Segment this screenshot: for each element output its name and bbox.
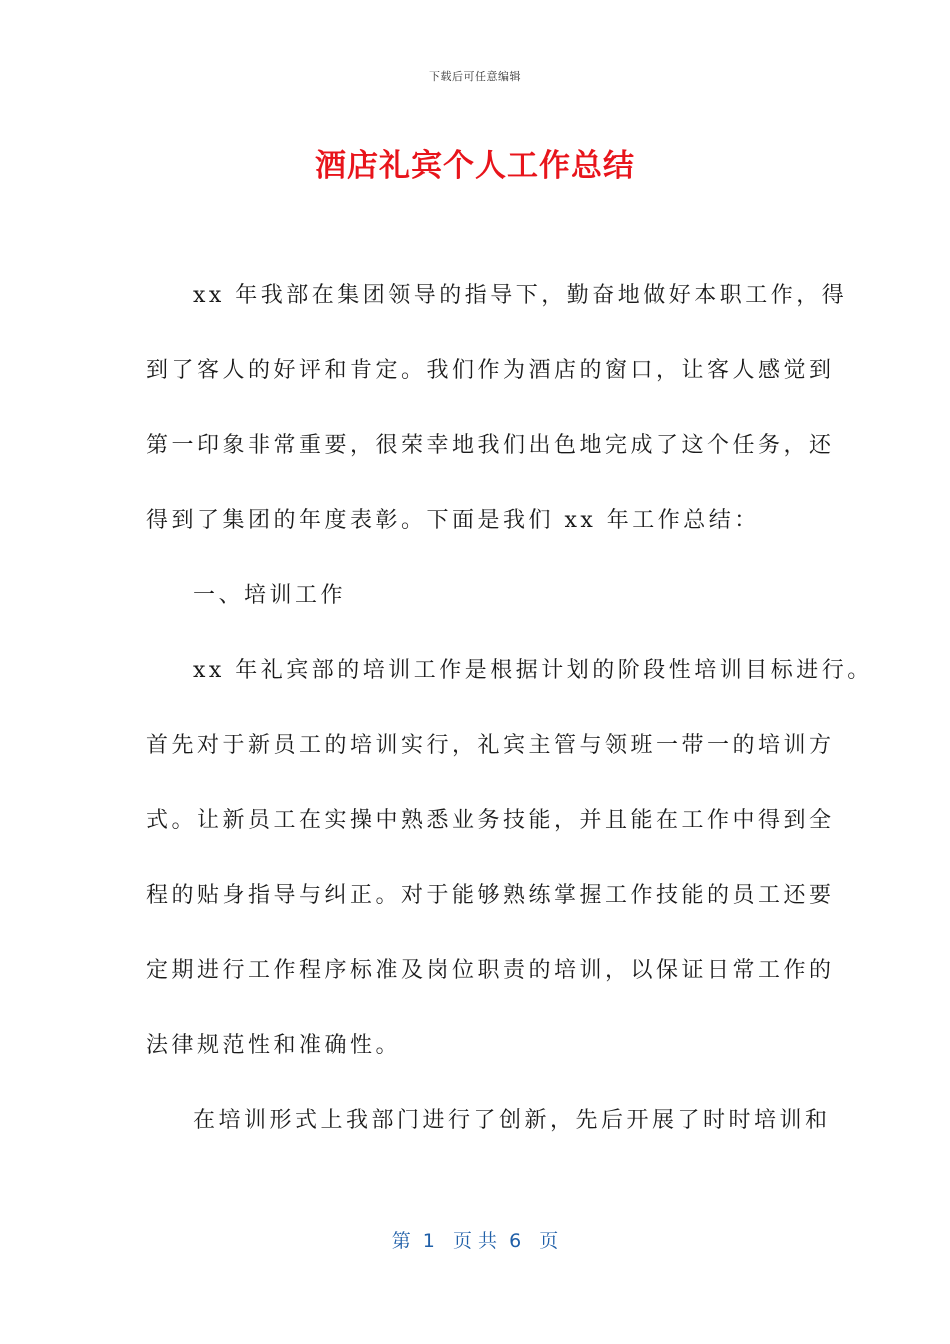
paragraph-line: 式。让新员工在实操中熟悉业务技能，并且能在工作中得到全	[146, 808, 835, 833]
paragraph-line: 首先对于新员工的培训实行，礼宾主管与领班一带一的培训方	[146, 733, 835, 758]
page-number-footer: 第 1 页 共 6 页	[391, 1230, 559, 1252]
paragraph-line: 得到了集团的年度表彰。下面是我们 xx 年工作总结：	[146, 508, 760, 533]
document-body	[146, 270, 873, 1170]
paragraph-line: 定期进行工作程序标准及岗位职责的培训，以保证日常工作的	[146, 958, 835, 983]
paragraph-line: 第一印象非常重要，很荣幸地我们出色地完成了这个任务，还	[146, 433, 835, 458]
section-heading: 一、培训工作	[193, 583, 347, 608]
paragraph-line: 法律规范性和准确性。	[146, 1033, 402, 1058]
paragraph-line: xx 年我部在集团领导的指导下，勤奋地做好本职工作，得	[193, 283, 848, 308]
paragraph-line: 到了客人的好评和肯定。我们作为酒店的窗口，让客人感觉到	[146, 358, 835, 383]
document-title: 酒店礼宾个人工作总结	[315, 148, 635, 184]
paragraph-line: xx 年礼宾部的培训工作是根据计划的阶段性培训目标进行。	[193, 658, 873, 683]
paragraph-line: 在培训形式上我部门进行了创新，先后开展了时时培训和	[193, 1108, 831, 1133]
paragraph-line: 程的贴身指导与纠正。对于能够熟练掌握工作技能的员工还要	[146, 883, 835, 908]
header-note: 下载后可任意编辑	[429, 70, 521, 83]
